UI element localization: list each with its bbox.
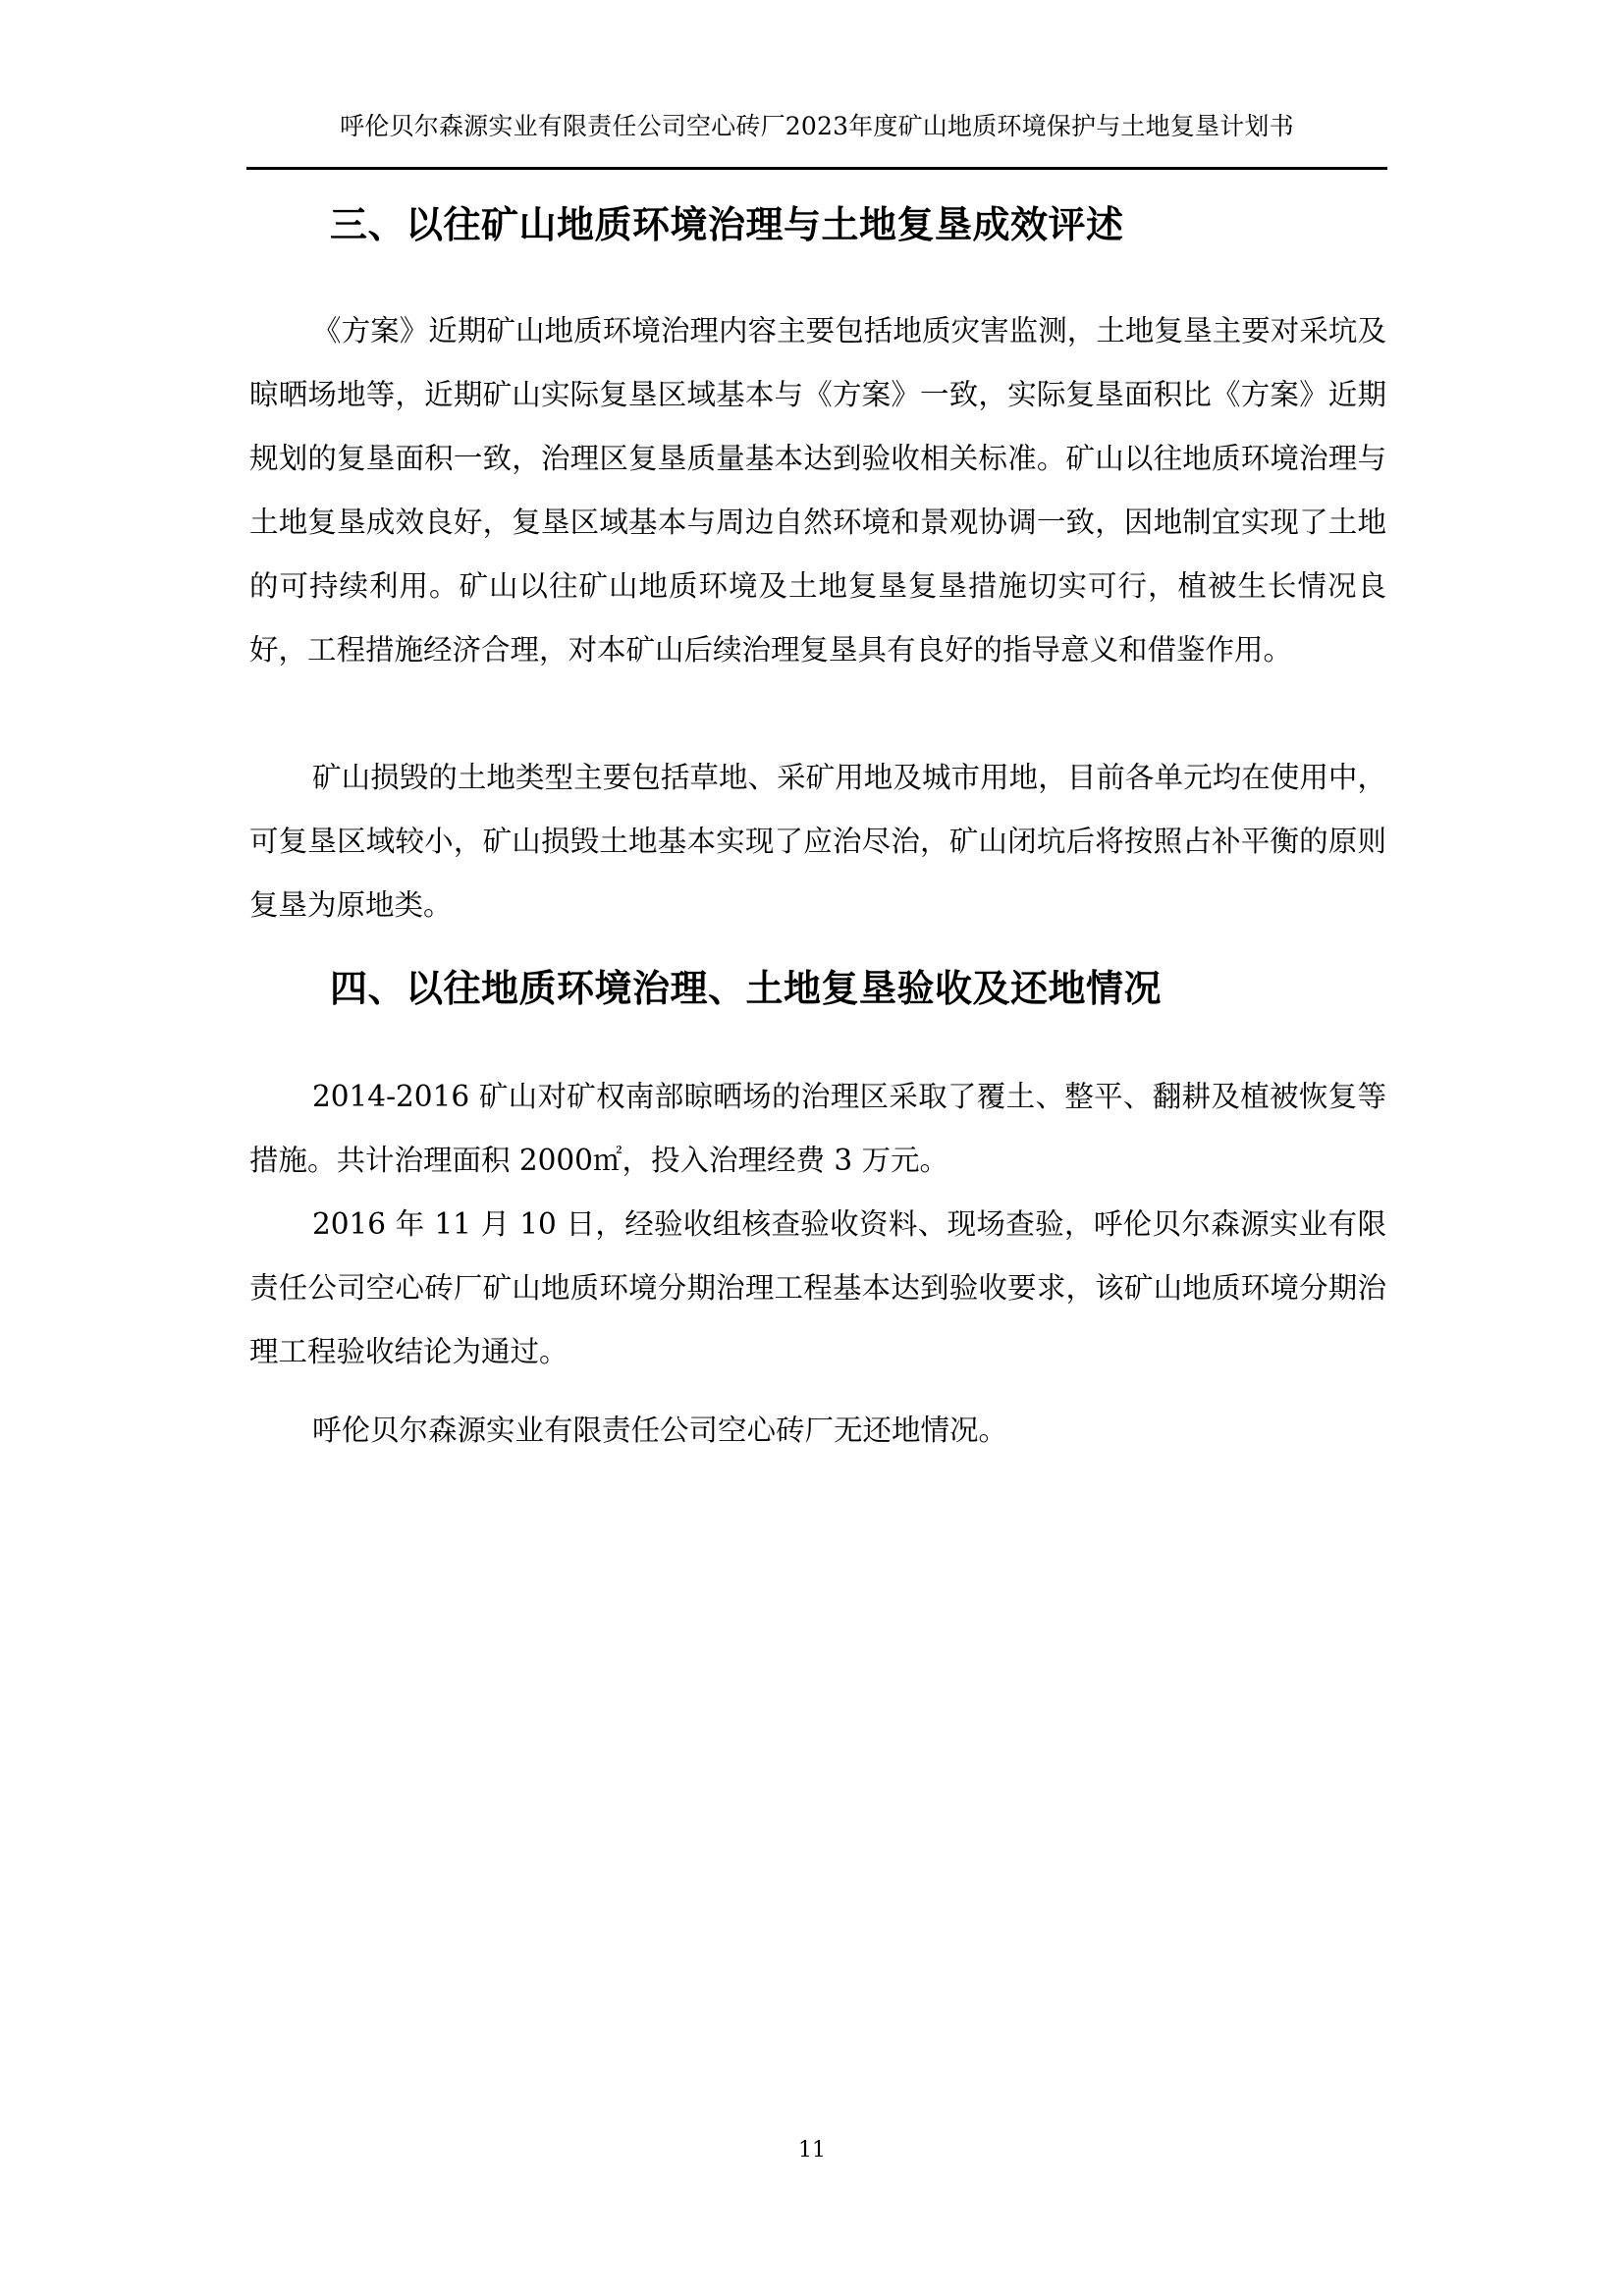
header-rule xyxy=(246,167,1387,170)
paragraph-3-1: 《方案》近期矿山地质环境治理内容主要包括地质灾害监测，土地复垦主要对采坑及晾晒场地等，近期矿山实际复垦区域基本与《方案》一致，实际复垦面积比《方案》近期规划的复垦面积一致，治理区复垦质量基本达到验收相关标准。矿山以往地质环境治理与土地复垦成效良好，复垦区域基本与周边自然环境和景观协调一致，因地制宜实现了土地的可持续利用。矿山以往矿山地质环境及土地复垦复垦措施切实可行，植被生长情况良好，工程措施经济合理，对本矿山后续治理复垦具有良好的指导意义和借鉴作用。 xyxy=(249,314,1386,667)
paragraph-4-3: 呼伦贝尔森源实业有限责任公司空心砖厂无还地情况。 xyxy=(312,1414,1008,1447)
paragraph-4-2: 2016 年 11 月 10 日，经验收组核查验收资料、现场查验，呼伦贝尔森源实业有限责任公司空心砖厂矿山地质环境分期治理工程基本达到验收要求，该矿山地质环境分期治理工程验收结论为通过。 xyxy=(249,1207,1386,1368)
page-header: 呼伦贝尔森源实业有限责任公司空心砖厂2023年度矿山地质环境保护与土地复垦计划书 xyxy=(340,112,1294,140)
section-heading-3: 三、以往矿山地质环境治理与土地复垦成效评述 xyxy=(330,203,1124,246)
page-number: 11 xyxy=(798,2138,826,2163)
paragraph-3-2: 矿山损毁的土地类型主要包括草地、采矿用地及城市用地，目前各单元均在使用中，可复垦区域较小，矿山损毁土地基本实现了应治尽治，矿山闭坑后将按照占补平衡的原则复垦为原地类。 xyxy=(249,761,1386,922)
section-heading-4: 四、以往地质环境治理、土地复垦验收及还地情况 xyxy=(330,967,1163,1010)
paragraph-4-1: 2014-2016 矿山对矿权南部晾晒场的治理区采取了覆土、整平、翻耕及植被恢复等措施。共计治理面积 2000㎡，投入治理经费 3 万元。 xyxy=(249,1080,1386,1177)
